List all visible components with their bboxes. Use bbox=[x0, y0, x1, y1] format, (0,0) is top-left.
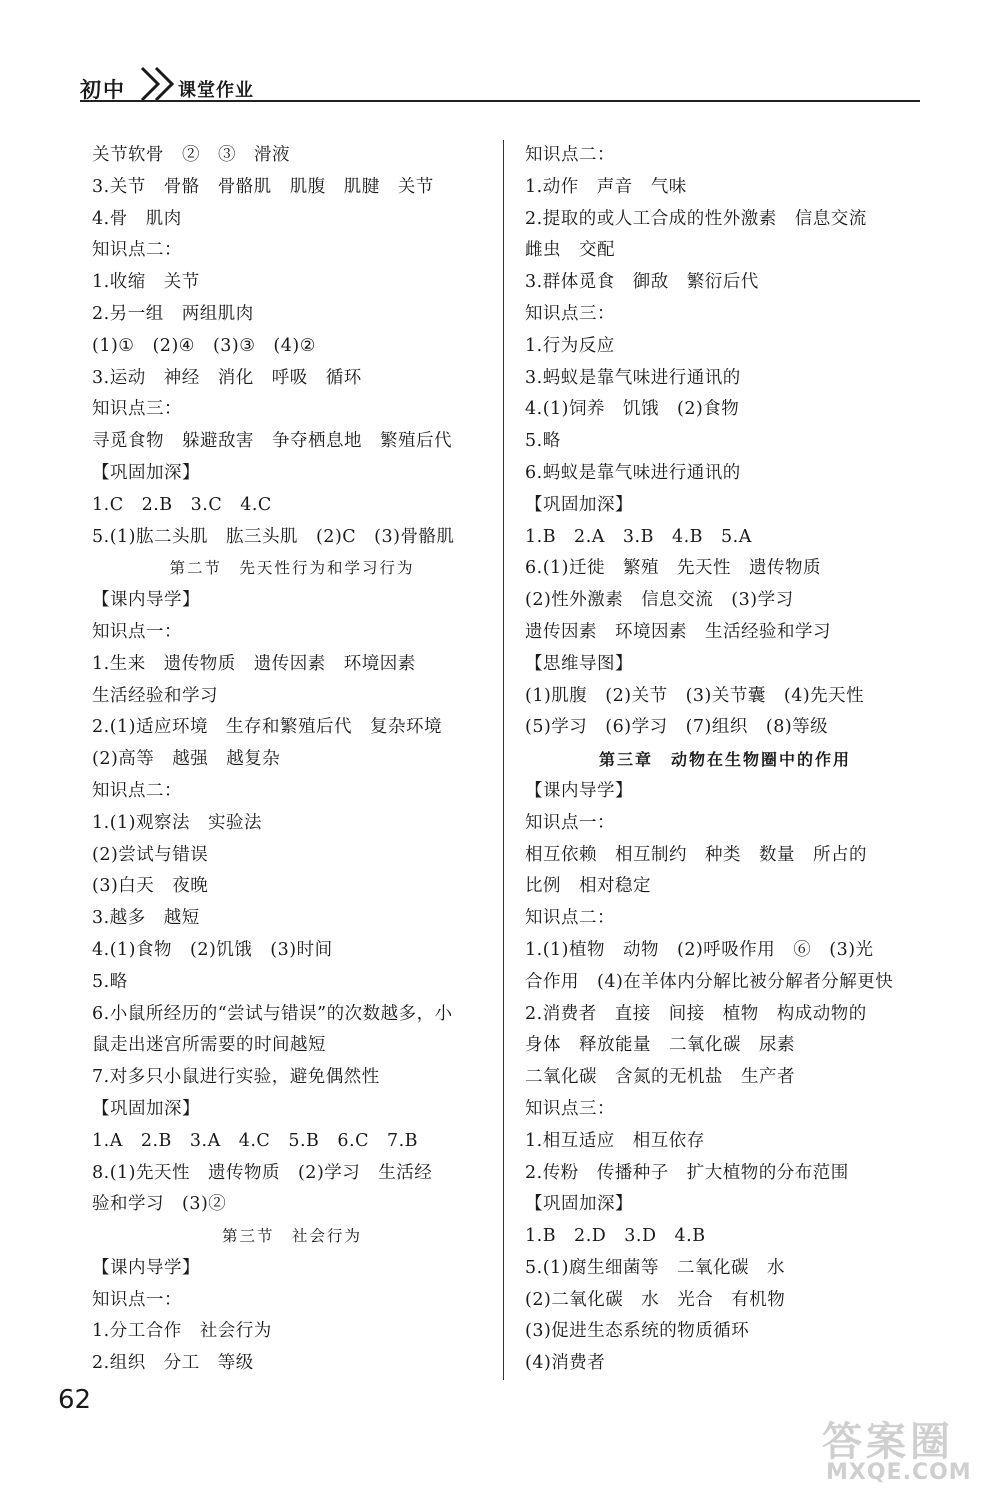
text-line: 知识点二： bbox=[92, 780, 182, 801]
text-line: 5.略 bbox=[525, 431, 561, 452]
text-line: 7.对多只小鼠进行实验，避免偶然性 bbox=[92, 1067, 380, 1088]
text-line: 1.B 2.D 3.D 4.B bbox=[525, 1226, 706, 1247]
text-line: 遗传因素 环境因素 生活经验和学习 bbox=[525, 621, 831, 642]
double-chevron-icon bbox=[136, 64, 182, 104]
text-line: 【巩固加深】 bbox=[92, 1098, 200, 1119]
text-line: 1.行为反应 bbox=[525, 335, 615, 356]
text-line: 4.(1)食物 (2)饥饿 (3)时间 bbox=[92, 939, 333, 960]
text-line: 3.蚂蚁是靠气味进行通讯的 bbox=[525, 367, 741, 388]
text-line: 身体 释放能量 二氧化碳 尿素 bbox=[525, 1035, 795, 1056]
text-line: 相互依赖 相互制约 种类 数量 所占的 bbox=[525, 844, 867, 865]
page-header bbox=[80, 68, 920, 104]
text-line: 关节软骨 ② ③ 滑液 bbox=[92, 145, 290, 165]
text-line: 3.关节 骨骼 骨骼肌 肌腹 肌腱 关节 bbox=[92, 176, 434, 197]
text-line: 生活经验和学习 bbox=[92, 685, 218, 706]
text-line: 2.提取的或人工合成的性外激素 信息交流 bbox=[525, 208, 867, 229]
text-line: 1.动作 声音 气味 bbox=[525, 176, 687, 197]
text-line: 1.C 2.B 3.C 4.C bbox=[92, 494, 272, 515]
text-line: 知识点三： bbox=[92, 399, 182, 420]
text-line: 6.小鼠所经历的“尝试与错误”的次数越多，小 bbox=[92, 1003, 453, 1024]
text-line: 2.组织 分工 等级 bbox=[92, 1353, 254, 1374]
page-number: 62 bbox=[58, 1385, 92, 1415]
text-line: 【巩固加深】 bbox=[92, 462, 200, 483]
text-line: 知识点三： bbox=[525, 1098, 615, 1119]
text-line: 1.收缩 关节 bbox=[92, 272, 200, 293]
text-line: 1.(1)观察法 实验法 bbox=[92, 812, 262, 833]
header-rule bbox=[80, 100, 920, 102]
text-line: (1)① (2)④ (3)③ (4)② bbox=[92, 335, 316, 356]
text-line: 8.(1)先天性 遗传物质 (2)学习 生活经 bbox=[92, 1162, 433, 1183]
text-line: (5)学习 (6)学习 (7)组织 (8)等级 bbox=[525, 717, 829, 738]
text-line: 3.越多 越短 bbox=[92, 908, 200, 929]
text-line: (4)消费者 bbox=[525, 1353, 606, 1374]
text-line: 第二节 先天性行为和学习行为 bbox=[169, 559, 415, 578]
text-line: 5.(1)肱二头肌 肱三头肌 (2)C (3)骨骼肌 bbox=[92, 526, 455, 547]
text-line: 4.骨 肌肉 bbox=[92, 208, 182, 229]
text-line: 知识点二： bbox=[92, 240, 182, 261]
text-line: 雌虫 交配 bbox=[525, 240, 615, 261]
text-line: 知识点一： bbox=[92, 621, 182, 642]
text-line: 鼠走出迷宫所需要的时间越短 bbox=[92, 1035, 326, 1056]
watermark-url: MXQE.COM bbox=[826, 1460, 972, 1485]
text-line: 1.分工合作 社会行为 bbox=[92, 1321, 272, 1342]
text-line: (2)二氧化碳 水 光合 有机物 bbox=[525, 1289, 786, 1310]
text-line: 1.B 2.A 3.B 4.B 5.A bbox=[525, 526, 752, 547]
text-line: 1.A 2.B 3.A 4.C 5.B 6.C 7.B bbox=[92, 1130, 419, 1151]
text-line: 6.(1)迁徙 繁殖 先天性 遗传物质 bbox=[525, 558, 821, 579]
text-line: 2.传粉 传播种子 扩大植物的分布范围 bbox=[525, 1162, 849, 1183]
text-line: 1.生来 遗传物质 遗传因素 环境因素 bbox=[92, 653, 416, 674]
text-line: 【巩固加深】 bbox=[525, 494, 633, 515]
text-line: 3.群体觅食 御敌 繁衍后代 bbox=[525, 272, 759, 293]
text-line: 验和学习 (3)② bbox=[92, 1194, 227, 1215]
text-line: 【课内导学】 bbox=[92, 1257, 200, 1278]
text-line: 比例 相对稳定 bbox=[525, 876, 651, 897]
text-line: 二氧化碳 含氮的无机盐 生产者 bbox=[525, 1067, 795, 1088]
text-line: 第三章 动物在生物圈中的作用 bbox=[598, 750, 851, 770]
header-label-left: 初中 bbox=[80, 78, 126, 102]
text-line: (3)促进生态系统的物质循环 bbox=[525, 1321, 750, 1342]
text-line: 1.相互适应 相互依存 bbox=[525, 1130, 705, 1151]
text-line: 【思维导图】 bbox=[525, 653, 633, 674]
text-line: (1)肌腹 (2)关节 (3)关节囊 (4)先天性 bbox=[525, 685, 865, 706]
right-column bbox=[525, 140, 925, 1380]
text-line: 【课内导学】 bbox=[525, 780, 633, 801]
text-line: (2)性外激素 信息交流 (3)学习 bbox=[525, 590, 794, 611]
text-line: 【课内导学】 bbox=[92, 590, 200, 611]
text-line: 3.运动 神经 消化 呼吸 循环 bbox=[92, 367, 362, 388]
text-line: 合作用 (4)在羊体内分解比被分解者分解更快 bbox=[525, 971, 894, 992]
text-line: 知识点一： bbox=[525, 812, 615, 833]
text-line: 第三节 社会行为 bbox=[221, 1227, 362, 1246]
header-label-right: 课堂作业 bbox=[178, 80, 254, 101]
watermark-text: 答案圈 bbox=[822, 1419, 954, 1465]
text-line: 6.蚂蚁是靠气味进行通讯的 bbox=[525, 462, 741, 483]
text-line: 1.(1)植物 动物 (2)呼吸作用 ⑥ (3)光 bbox=[525, 939, 874, 960]
text-line: (2)尝试与错误 bbox=[92, 844, 209, 865]
left-column bbox=[92, 140, 492, 1380]
text-line: 2.(1)适应环境 生存和繁殖后代 复杂环境 bbox=[92, 717, 442, 738]
text-line: 知识点一： bbox=[92, 1289, 182, 1310]
text-line: 知识点二： bbox=[525, 145, 615, 165]
column-divider bbox=[503, 140, 504, 1380]
text-line: 寻觅食物 躲避敌害 争夺栖息地 繁殖后代 bbox=[92, 431, 452, 452]
text-line: 【巩固加深】 bbox=[525, 1194, 633, 1215]
text-line: 4.(1)饲养 饥饿 (2)食物 bbox=[525, 399, 740, 420]
text-line: 2.消费者 直接 间接 植物 构成动物的 bbox=[525, 1003, 867, 1024]
text-line: 知识点三： bbox=[525, 303, 615, 324]
text-line: (2)高等 越强 越复杂 bbox=[92, 749, 281, 770]
text-line: (3)白天 夜晚 bbox=[92, 876, 209, 897]
text-line: 5.(1)腐生细菌等 二氧化碳 水 bbox=[525, 1257, 785, 1278]
text-line: 知识点二： bbox=[525, 908, 615, 929]
watermark-logo bbox=[812, 1410, 992, 1488]
text-line: 5.略 bbox=[92, 971, 128, 992]
text-line: 2.另一组 两组肌肉 bbox=[92, 303, 254, 324]
